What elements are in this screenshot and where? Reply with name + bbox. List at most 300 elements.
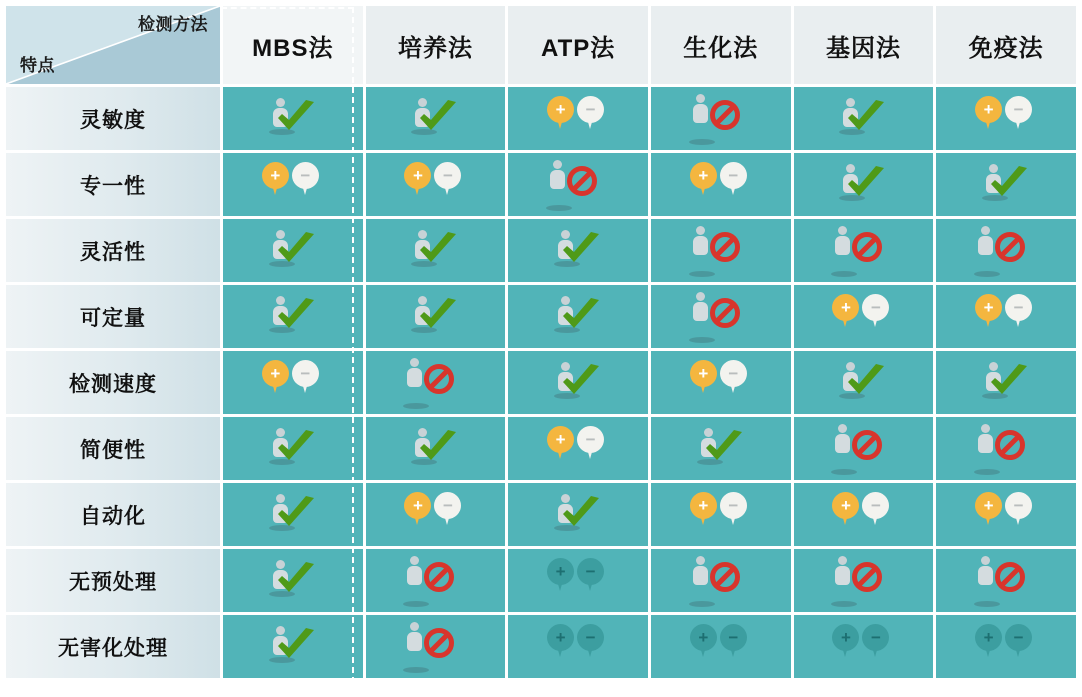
plus-pin-icon	[547, 426, 574, 466]
rating-icon-wrap	[366, 615, 506, 678]
person-shadow	[831, 601, 857, 607]
check-icon	[264, 94, 322, 144]
minus-pin-icon	[1005, 294, 1032, 334]
feature-label-cell: 可定量	[6, 285, 220, 348]
plus-pin-icon	[975, 294, 1002, 334]
corner-header-cell	[6, 6, 220, 84]
rating-cell	[936, 285, 1076, 348]
rating-icon-wrap	[651, 615, 791, 678]
rating-icon-wrap	[508, 87, 648, 150]
rating-cell	[936, 483, 1076, 546]
plus-pin-icon	[832, 294, 859, 334]
minus-sign: −	[577, 426, 604, 453]
minus-sign: −	[292, 360, 319, 387]
check-icon	[406, 226, 464, 276]
table-row	[6, 153, 1076, 216]
check-icon	[264, 622, 322, 672]
person-body	[407, 632, 422, 651]
green-check-mark	[276, 430, 316, 464]
plus-sign: +	[975, 492, 1002, 519]
rating-icon-wrap	[223, 285, 363, 348]
rating-cell	[223, 87, 363, 150]
rating-cell	[936, 417, 1076, 480]
person-head	[696, 94, 705, 103]
table-header-row	[6, 6, 1076, 84]
plus-minus-icon	[975, 294, 1037, 340]
plus-sign: +	[832, 294, 859, 321]
green-check-mark	[846, 364, 886, 398]
rating-icon-wrap	[794, 87, 934, 150]
comparison-table-sheet	[0, 3, 1082, 697]
minus-pin-icon	[292, 162, 319, 202]
plus-pin-icon	[975, 96, 1002, 136]
prohibition-icon	[834, 226, 892, 276]
plus-minus-icon	[690, 492, 752, 538]
rating-cell	[366, 417, 506, 480]
person-head	[838, 556, 847, 565]
plus-sign: +	[690, 624, 717, 651]
minus-sign: −	[862, 294, 889, 321]
feature-label-cell: 自动化	[6, 483, 220, 546]
minus-pin-icon	[1005, 624, 1032, 664]
minus-pin-icon	[1005, 492, 1032, 532]
plus-minus-icon	[404, 162, 466, 208]
minus-pin-icon	[720, 492, 747, 532]
check-icon	[549, 292, 607, 342]
rating-icon-wrap	[508, 351, 648, 414]
rating-cell	[936, 549, 1076, 612]
minus-sign: −	[862, 624, 889, 651]
table-row	[6, 549, 1076, 612]
green-check-mark	[418, 430, 458, 464]
plus-minus-icon	[690, 162, 752, 208]
rating-cell	[508, 483, 648, 546]
ban-symbol	[424, 628, 454, 658]
prohibition-icon	[692, 226, 750, 276]
plus-minus-icon	[262, 162, 324, 208]
plus-sign: +	[547, 624, 574, 651]
rating-icon-wrap	[936, 87, 1076, 150]
rating-icon-wrap	[223, 549, 363, 612]
rating-icon-wrap	[223, 417, 363, 480]
rating-icon-wrap	[651, 87, 791, 150]
minus-pin-icon	[862, 624, 889, 664]
rating-cell	[936, 351, 1076, 414]
rating-icon-wrap	[936, 285, 1076, 348]
prohibition-icon	[977, 226, 1035, 276]
green-check-mark	[276, 628, 316, 662]
person-shadow	[403, 403, 429, 409]
minus-sign: −	[292, 162, 319, 189]
plus-pin-icon	[975, 492, 1002, 532]
person-shadow	[974, 271, 1000, 277]
prohibition-icon	[692, 292, 750, 342]
person-head	[410, 556, 419, 565]
rating-cell	[651, 219, 791, 282]
person-shadow	[689, 271, 715, 277]
green-check-mark	[276, 562, 316, 596]
prohibition-icon	[692, 94, 750, 144]
person-body	[693, 104, 708, 123]
rating-icon-wrap	[794, 351, 934, 414]
person-head	[981, 556, 990, 565]
minus-sign: −	[1005, 96, 1032, 123]
plus-minus-icon	[262, 360, 324, 406]
check-icon	[406, 424, 464, 474]
minus-pin-icon	[577, 426, 604, 466]
minus-sign: −	[720, 624, 747, 651]
minus-sign: −	[1005, 294, 1032, 321]
plus-sign: +	[690, 492, 717, 519]
corner-top-label: 检测方法	[138, 15, 208, 34]
person-head	[696, 226, 705, 235]
check-icon	[977, 160, 1035, 210]
minus-sign: −	[434, 162, 461, 189]
green-check-mark	[418, 298, 458, 332]
rating-cell	[223, 615, 363, 678]
rating-cell	[366, 87, 506, 150]
plus-pin-icon	[832, 492, 859, 532]
plus-sign: +	[262, 162, 289, 189]
check-icon	[264, 556, 322, 606]
check-icon	[406, 292, 464, 342]
minus-pin-icon	[862, 492, 889, 532]
table-row	[6, 351, 1076, 414]
column-header-immune: 免疫法	[936, 6, 1076, 84]
green-check-mark	[561, 364, 601, 398]
rating-icon-wrap	[366, 285, 506, 348]
prohibition-icon	[406, 556, 464, 606]
method-comparison-table	[3, 3, 1079, 681]
ban-symbol	[567, 166, 597, 196]
check-icon	[549, 490, 607, 540]
minus-sign: −	[720, 162, 747, 189]
person-shadow	[831, 469, 857, 475]
minus-pin-icon	[577, 96, 604, 136]
rating-cell	[223, 153, 363, 216]
minus-sign: −	[720, 492, 747, 519]
rating-cell	[366, 483, 506, 546]
rating-cell	[794, 351, 934, 414]
rating-icon-wrap	[794, 285, 934, 348]
rating-cell	[508, 615, 648, 678]
check-icon	[692, 424, 750, 474]
rating-cell	[651, 615, 791, 678]
plus-minus-dark-icon	[547, 558, 609, 604]
ban-symbol	[852, 430, 882, 460]
table-row	[6, 483, 1076, 546]
person-body	[693, 302, 708, 321]
rating-icon-wrap	[936, 153, 1076, 216]
prohibition-icon	[977, 556, 1035, 606]
check-icon	[264, 226, 322, 276]
feature-label-cell: 无害化处理	[6, 615, 220, 678]
person-head	[981, 424, 990, 433]
rating-cell	[651, 549, 791, 612]
plus-pin-icon	[975, 624, 1002, 664]
person-head	[696, 292, 705, 301]
rating-icon-wrap	[651, 417, 791, 480]
plus-minus-icon	[547, 426, 609, 472]
rating-cell	[651, 483, 791, 546]
person-body	[978, 566, 993, 585]
rating-cell	[651, 153, 791, 216]
table-row	[6, 87, 1076, 150]
rating-icon-wrap	[223, 483, 363, 546]
check-icon	[549, 226, 607, 276]
plus-sign: +	[975, 96, 1002, 123]
rating-icon-wrap	[794, 483, 934, 546]
check-icon	[834, 94, 892, 144]
person-shadow	[689, 337, 715, 343]
plus-sign: +	[547, 558, 574, 585]
feature-label-cell: 专一性	[6, 153, 220, 216]
minus-pin-icon	[434, 162, 461, 202]
minus-sign: −	[577, 624, 604, 651]
rating-icon-wrap	[223, 87, 363, 150]
minus-sign: −	[434, 492, 461, 519]
rating-cell	[651, 87, 791, 150]
plus-minus-icon	[690, 360, 752, 406]
rating-cell	[366, 219, 506, 282]
minus-sign: −	[862, 492, 889, 519]
person-body	[407, 368, 422, 387]
rating-cell	[223, 549, 363, 612]
minus-sign: −	[577, 558, 604, 585]
rating-cell	[794, 483, 934, 546]
rating-icon-wrap	[936, 615, 1076, 678]
check-icon	[549, 358, 607, 408]
plus-minus-dark-icon	[547, 624, 609, 670]
person-body	[550, 170, 565, 189]
prohibition-icon	[692, 556, 750, 606]
plus-sign: +	[832, 624, 859, 651]
minus-sign: −	[720, 360, 747, 387]
minus-sign: −	[577, 96, 604, 123]
rating-icon-wrap	[794, 219, 934, 282]
person-shadow	[403, 601, 429, 607]
ban-symbol	[710, 298, 740, 328]
rating-cell	[366, 351, 506, 414]
minus-pin-icon	[720, 624, 747, 664]
person-body	[978, 434, 993, 453]
rating-icon-wrap	[936, 417, 1076, 480]
person-shadow	[689, 139, 715, 145]
rating-icon-wrap	[936, 351, 1076, 414]
rating-cell	[508, 153, 648, 216]
plus-sign: +	[547, 426, 574, 453]
ban-symbol	[995, 562, 1025, 592]
rating-icon-wrap	[651, 219, 791, 282]
check-icon	[264, 292, 322, 342]
column-header-culture: 培养法	[366, 6, 506, 84]
minus-pin-icon	[720, 360, 747, 400]
check-icon	[977, 358, 1035, 408]
green-check-mark	[561, 496, 601, 530]
green-check-mark	[276, 496, 316, 530]
rating-icon-wrap	[366, 417, 506, 480]
rating-cell	[651, 285, 791, 348]
minus-pin-icon	[292, 360, 319, 400]
person-shadow	[974, 601, 1000, 607]
rating-icon-wrap	[651, 549, 791, 612]
green-check-mark	[704, 430, 744, 464]
plus-sign: +	[832, 492, 859, 519]
rating-icon-wrap	[223, 153, 363, 216]
minus-pin-icon	[577, 624, 604, 664]
rating-icon-wrap	[366, 219, 506, 282]
plus-pin-icon	[404, 162, 431, 202]
rating-cell	[936, 219, 1076, 282]
rating-cell	[794, 87, 934, 150]
plus-pin-icon	[404, 492, 431, 532]
plus-pin-icon	[547, 96, 574, 136]
rating-cell	[223, 417, 363, 480]
minus-pin-icon	[577, 558, 604, 598]
green-check-mark	[276, 232, 316, 266]
plus-pin-icon	[832, 624, 859, 664]
ban-symbol	[852, 562, 882, 592]
ban-symbol	[852, 232, 882, 262]
plus-pin-icon	[690, 624, 717, 664]
green-check-mark	[989, 166, 1029, 200]
rating-cell	[651, 417, 791, 480]
green-check-mark	[989, 364, 1029, 398]
person-head	[838, 226, 847, 235]
check-icon	[264, 424, 322, 474]
rating-icon-wrap	[936, 219, 1076, 282]
feature-label-cell: 检测速度	[6, 351, 220, 414]
rating-cell	[794, 549, 934, 612]
rating-cell	[794, 615, 934, 678]
check-icon	[406, 94, 464, 144]
plus-minus-dark-icon	[975, 624, 1037, 670]
rating-cell	[936, 615, 1076, 678]
rating-cell	[223, 285, 363, 348]
green-check-mark	[276, 100, 316, 134]
rating-cell	[508, 87, 648, 150]
plus-pin-icon	[262, 360, 289, 400]
feature-label-cell: 无预处理	[6, 549, 220, 612]
person-body	[693, 566, 708, 585]
rating-icon-wrap	[508, 285, 648, 348]
column-header-biochemical: 生化法	[651, 6, 791, 84]
minus-sign: −	[1005, 492, 1032, 519]
rating-cell	[651, 351, 791, 414]
feature-label-cell: 灵敏度	[6, 87, 220, 150]
rating-cell	[366, 285, 506, 348]
rating-cell	[508, 219, 648, 282]
minus-pin-icon	[720, 162, 747, 202]
corner-bottom-label: 特点	[20, 56, 55, 75]
person-body	[835, 566, 850, 585]
rating-icon-wrap	[794, 615, 934, 678]
prohibition-icon	[406, 358, 464, 408]
column-header-gene: 基因法	[794, 6, 934, 84]
rating-cell	[794, 285, 934, 348]
plus-sign: +	[404, 492, 431, 519]
ban-symbol	[424, 562, 454, 592]
rating-cell	[794, 153, 934, 216]
rating-cell	[223, 483, 363, 546]
rating-icon-wrap	[366, 87, 506, 150]
rating-cell	[366, 615, 506, 678]
plus-sign: +	[262, 360, 289, 387]
feature-label-cell: 灵活性	[6, 219, 220, 282]
minus-pin-icon	[1005, 96, 1032, 136]
rating-icon-wrap	[508, 549, 648, 612]
rating-icon-wrap	[508, 417, 648, 480]
ban-symbol	[424, 364, 454, 394]
check-icon	[834, 160, 892, 210]
rating-icon-wrap	[366, 549, 506, 612]
rating-cell	[366, 153, 506, 216]
rating-icon-wrap	[223, 219, 363, 282]
plus-minus-icon	[832, 294, 894, 340]
rating-icon-wrap	[651, 351, 791, 414]
ban-symbol	[710, 100, 740, 130]
rating-icon-wrap	[508, 483, 648, 546]
plus-minus-dark-icon	[690, 624, 752, 670]
rating-icon-wrap	[366, 153, 506, 216]
ban-symbol	[710, 562, 740, 592]
prohibition-icon	[834, 424, 892, 474]
rating-cell	[223, 219, 363, 282]
green-check-mark	[418, 232, 458, 266]
rating-icon-wrap	[223, 615, 363, 678]
check-icon	[264, 490, 322, 540]
rating-icon-wrap	[936, 549, 1076, 612]
person-head	[553, 160, 562, 169]
rating-cell	[366, 549, 506, 612]
person-shadow	[974, 469, 1000, 475]
prohibition-icon	[549, 160, 607, 210]
ban-symbol	[710, 232, 740, 262]
plus-sign: +	[404, 162, 431, 189]
rating-cell	[794, 219, 934, 282]
rating-cell	[508, 549, 648, 612]
minus-sign: −	[1005, 624, 1032, 651]
rating-icon-wrap	[651, 153, 791, 216]
table-row	[6, 285, 1076, 348]
person-shadow	[403, 667, 429, 673]
table-row	[6, 417, 1076, 480]
minus-pin-icon	[434, 492, 461, 532]
plus-sign: +	[690, 162, 717, 189]
prohibition-icon	[406, 622, 464, 672]
rating-cell	[936, 153, 1076, 216]
green-check-mark	[561, 298, 601, 332]
person-head	[410, 622, 419, 631]
rating-icon-wrap	[366, 351, 506, 414]
rating-icon-wrap	[936, 483, 1076, 546]
plus-sign: +	[975, 624, 1002, 651]
plus-pin-icon	[547, 558, 574, 598]
green-check-mark	[846, 100, 886, 134]
minus-pin-icon	[862, 294, 889, 334]
person-shadow	[689, 601, 715, 607]
plus-pin-icon	[262, 162, 289, 202]
green-check-mark	[561, 232, 601, 266]
feature-label-cell: 简便性	[6, 417, 220, 480]
rating-icon-wrap	[651, 285, 791, 348]
rating-icon-wrap	[366, 483, 506, 546]
plus-minus-dark-icon	[832, 624, 894, 670]
person-body	[835, 236, 850, 255]
rating-cell	[794, 417, 934, 480]
person-body	[693, 236, 708, 255]
rating-icon-wrap	[794, 549, 934, 612]
